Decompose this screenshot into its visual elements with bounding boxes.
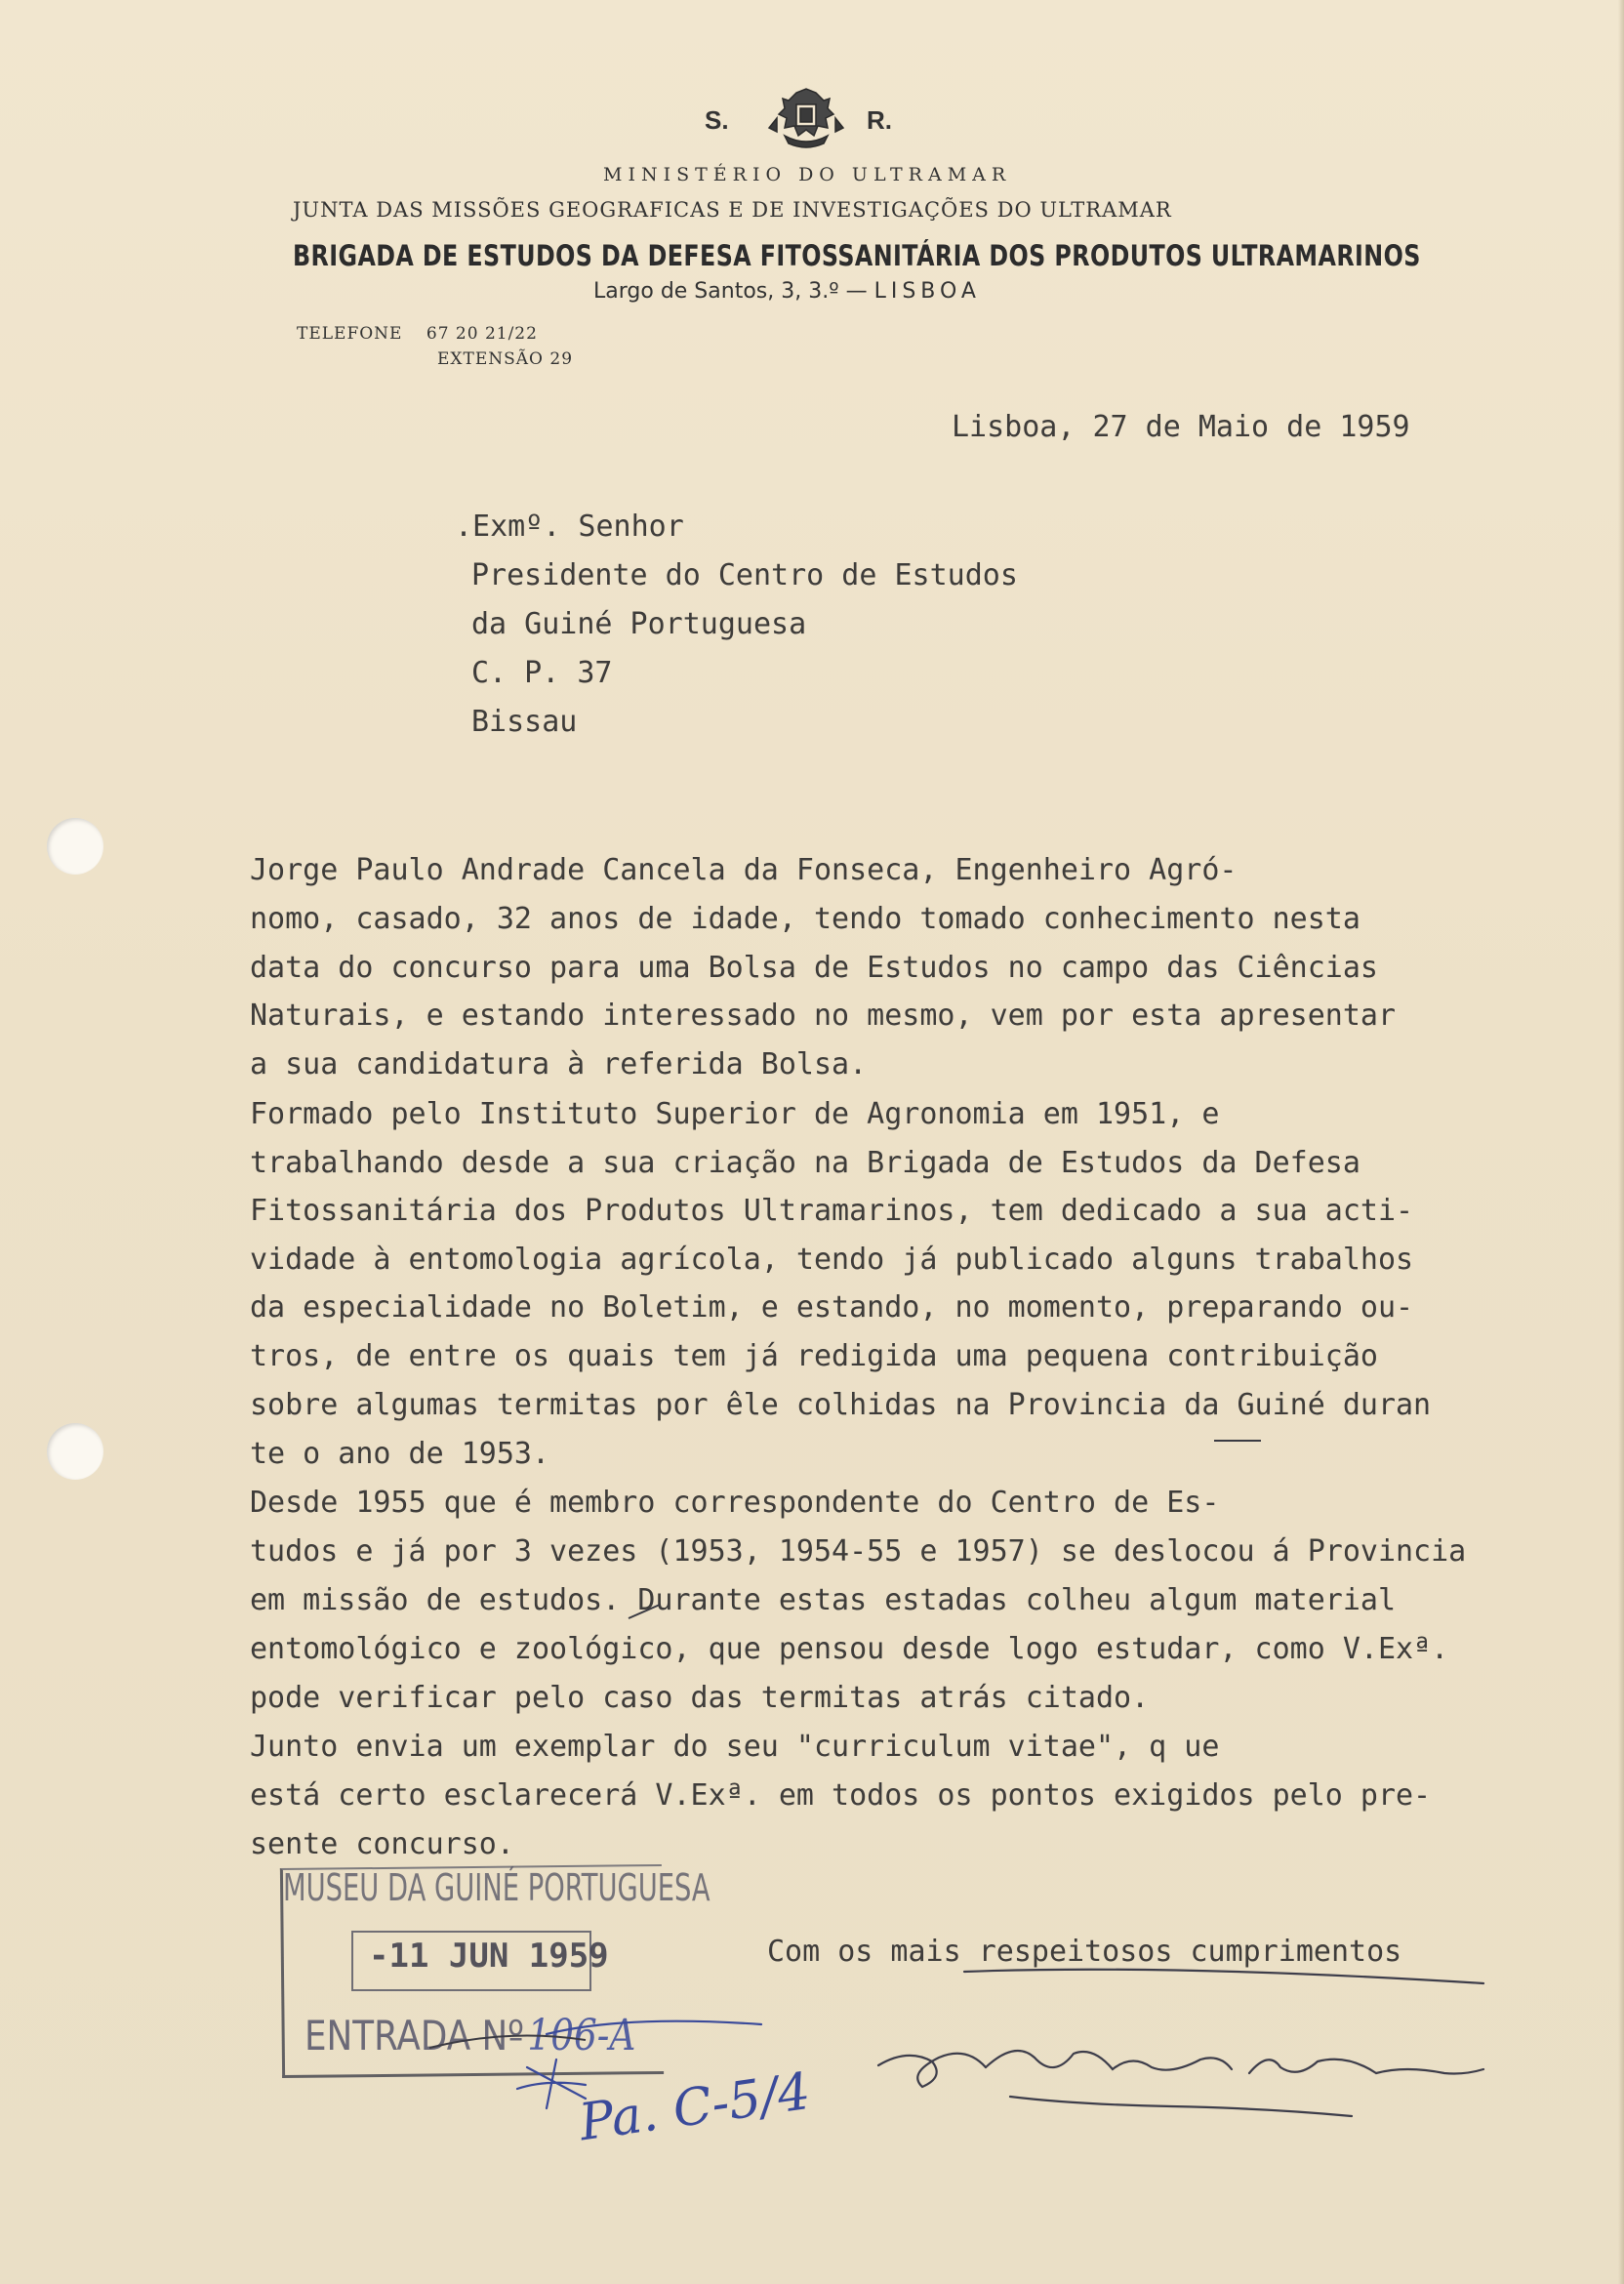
- closing-line: Com os mais respeitosos cumprimentos: [767, 1935, 1402, 1969]
- body-line: a sua candidatura à referida Bolsa.: [250, 1047, 868, 1081]
- address-street: Largo de Santos, 3, 3.º —: [593, 279, 868, 304]
- body-line: Naturais, e estando interessado no mesmo, vem por esta apresentar: [250, 999, 1396, 1033]
- junta-name: JUNTA DAS MISSÕES GEOGRAFICAS E DE INVESTIGAÇÕES DO ULTRAMAR: [293, 198, 1172, 222]
- body-line: vidade à entomologia agrícola, tendo já publicado alguns trabalhos: [250, 1243, 1414, 1277]
- body-line: data do concurso para uma Bolsa de Estudos no campo das Ciências: [250, 951, 1378, 985]
- telefone-label: TELEFONE: [297, 324, 403, 344]
- stamp-museum-name: MUSEU DA GUINÉ PORTUGUESA: [283, 1866, 710, 1909]
- addressee-line: da Guiné Portuguesa: [471, 607, 807, 641]
- body-line: entomológico e zoológico, que pensou desde logo estudar, como V.Exª.: [250, 1632, 1449, 1666]
- body-line: Desde 1955 que é membro correspondente do Centro de Es-: [250, 1486, 1220, 1520]
- body-line: tudos e já por 3 vezes (1953, 1954-55 e 1957) se deslocou á Provincia: [250, 1534, 1467, 1569]
- body-line: nomo, casado, 32 anos de idade, tendo tomado conhecimento nesta: [250, 902, 1360, 936]
- stamp-entrada-label: ENTRADA Nº: [304, 2012, 525, 2060]
- body-line: trabalhando desde a sua criação na Brigada de Estudos da Defesa: [250, 1146, 1360, 1180]
- extensao-line: EXTENSÃO 29: [437, 349, 574, 369]
- body-line: em missão de estudos. Durante estas estadas colheu algum material: [250, 1583, 1396, 1617]
- body-line: da especialidade no Boletim, e estando, no momento, preparando ou-: [250, 1290, 1414, 1325]
- handwritten-annotation: Pa. C-5/4: [576, 2061, 814, 2153]
- body-line: Jorge Paulo Andrade Cancela da Fonseca, Engenheiro Agró-: [250, 853, 1238, 887]
- address-city: LISBOA: [873, 279, 981, 304]
- body-line: tros, de entre os quais tem já redigida uma pequena contribuição: [250, 1339, 1378, 1373]
- body-line: sobre algumas termitas por êle colhidas na Provincia da Guiné duran: [250, 1388, 1432, 1422]
- addressee-line: Bissau: [471, 705, 578, 739]
- addressee-line: C. P. 37: [471, 656, 613, 690]
- body-line: pode verificar pelo caso das termitas atrás citado.: [250, 1681, 1150, 1715]
- addressee-line: .Exmº. Senhor: [455, 510, 684, 544]
- addressee-line: Presidente do Centro de Estudos: [471, 558, 1018, 592]
- telefone-number: 67 20 21/22: [426, 324, 538, 344]
- body-line: te o ano de 1953.: [250, 1437, 550, 1471]
- letterhead-r: R.: [867, 105, 892, 135]
- date-line: Lisboa, 27 de Maio de 1959: [952, 410, 1410, 444]
- body-line: Junto envia um exemplar do seu "curriculum vitae", q ue: [250, 1730, 1220, 1764]
- body-line: Fitossanitária dos Produtos Ultramarinos, tem dedicado a sua acti-: [250, 1194, 1414, 1228]
- ministry-name: MINISTÉRIO DO ULTRAMAR: [603, 164, 1012, 185]
- stamp-date: -11 JUN 1959: [369, 1937, 609, 1976]
- brigada-name: BRIGADA DE ESTUDOS DA DEFESA FITOSSANITÁRIA DOS PRODUTOS ULTRAMARINOS: [293, 239, 1421, 272]
- body-line: está certo esclarecerá V.Exª. em todos os pontos exigidos pelo pre-: [250, 1778, 1432, 1813]
- stamp-entrada-number: 106-A: [527, 2011, 636, 2060]
- body-line: sente concurso.: [250, 1827, 514, 1861]
- letterhead-s: S.: [705, 105, 729, 135]
- body-line: Formado pelo Instituto Superior de Agronomia em 1951, e: [250, 1097, 1220, 1131]
